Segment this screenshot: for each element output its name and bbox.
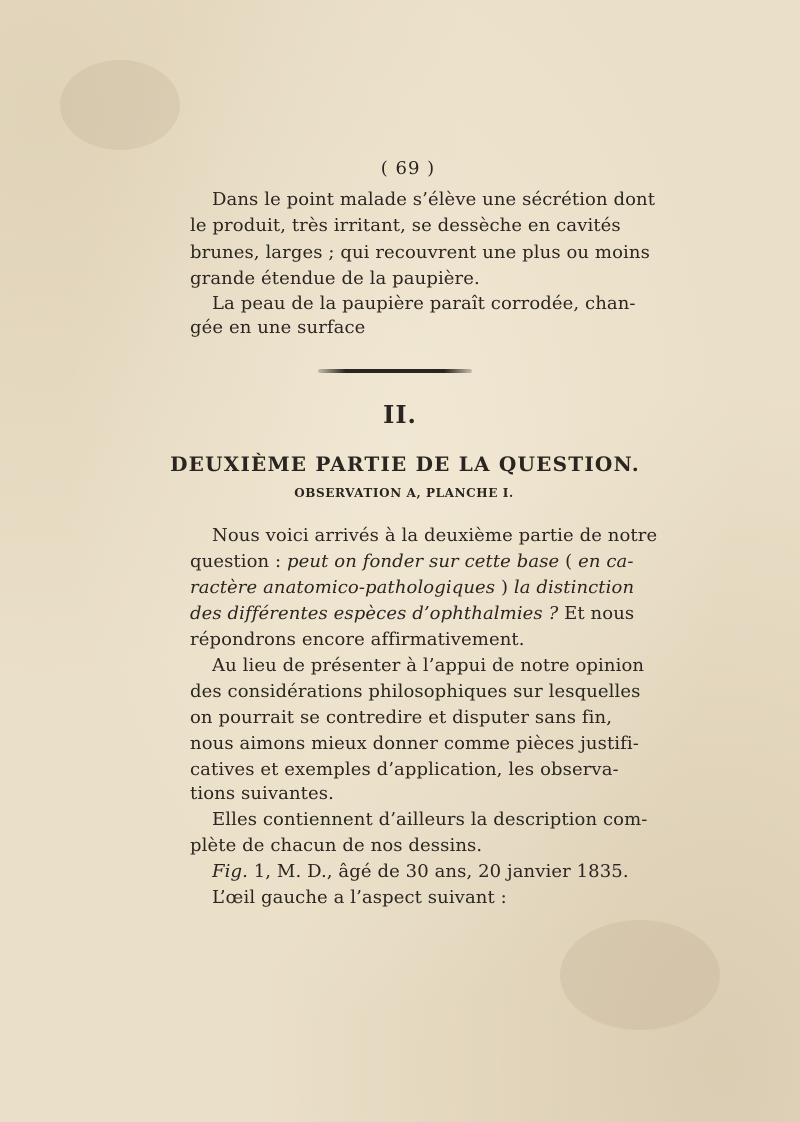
italic-text: peut on fonder sur cette base [287,551,560,572]
text-line [190,550,634,574]
italic-text: ractère anatomico-pathologiques [190,577,496,598]
text-line [190,602,635,626]
part-title: DEUXIÈME PARTIE DE LA QUESTION. [170,452,640,476]
paper-stain [60,60,180,150]
text-line: Au lieu de présenter à l’appui de notre opinion [212,655,645,676]
text-line: le produit, très irritant, se dessèche en cavités [190,215,621,236]
italic-text: la distinction [513,577,635,598]
page-number: ( 69 ) [380,158,436,179]
text-line: Nous voici arrivés à la deuxième partie de notre [212,525,658,546]
section-divider [318,369,472,373]
text-line: brunes, larges ; qui recouvrent une plus ou moins [190,242,650,263]
text-line: La peau de la paupière paraît corrodée, chan- [212,293,636,314]
text-line: des considérations philosophiques sur lesquelles [190,681,641,702]
text-line: gée en une surface [190,317,366,338]
text-span: 1, M. D., âgé de 30 ans, 20 janvier 1835. [247,861,629,882]
paper-stain [560,920,720,1030]
italic-text: en ca- [578,551,634,572]
text-line: plète de chacun de nos dessins. [190,835,483,856]
text-line: L’œil gauche a l’aspect suivant : [212,887,507,908]
text-line: on pourrait se contredire et disputer sans fin, [190,707,613,728]
text-span: question : [190,551,288,572]
text-line: Dans le point malade s’élève une sécrétion dont [212,189,656,210]
text-line: tions suivantes. [190,783,334,804]
section-number: II. [383,400,417,429]
text-line: Elles contiennent d’ailleurs la description com- [212,809,648,830]
text-line: catives et exemples d’application, les observa- [190,759,619,780]
text-span: ) [495,577,514,598]
text-line: nous aimons mieux donner comme pièces justifi- [190,733,639,754]
text-line [190,576,635,600]
text-line [190,860,629,884]
text-line: répondrons encore affirmativement. [190,629,525,650]
italic-text: des différentes espèces d’ophthalmies ? [190,603,559,624]
text-span: Et nous [558,603,635,624]
observation-heading: OBSERVATION A, PLANCHE I. [294,486,514,500]
italic-text: Fig. [212,861,248,882]
text-span: ( [559,551,579,572]
text-line: grande étendue de la paupière. [190,268,480,289]
